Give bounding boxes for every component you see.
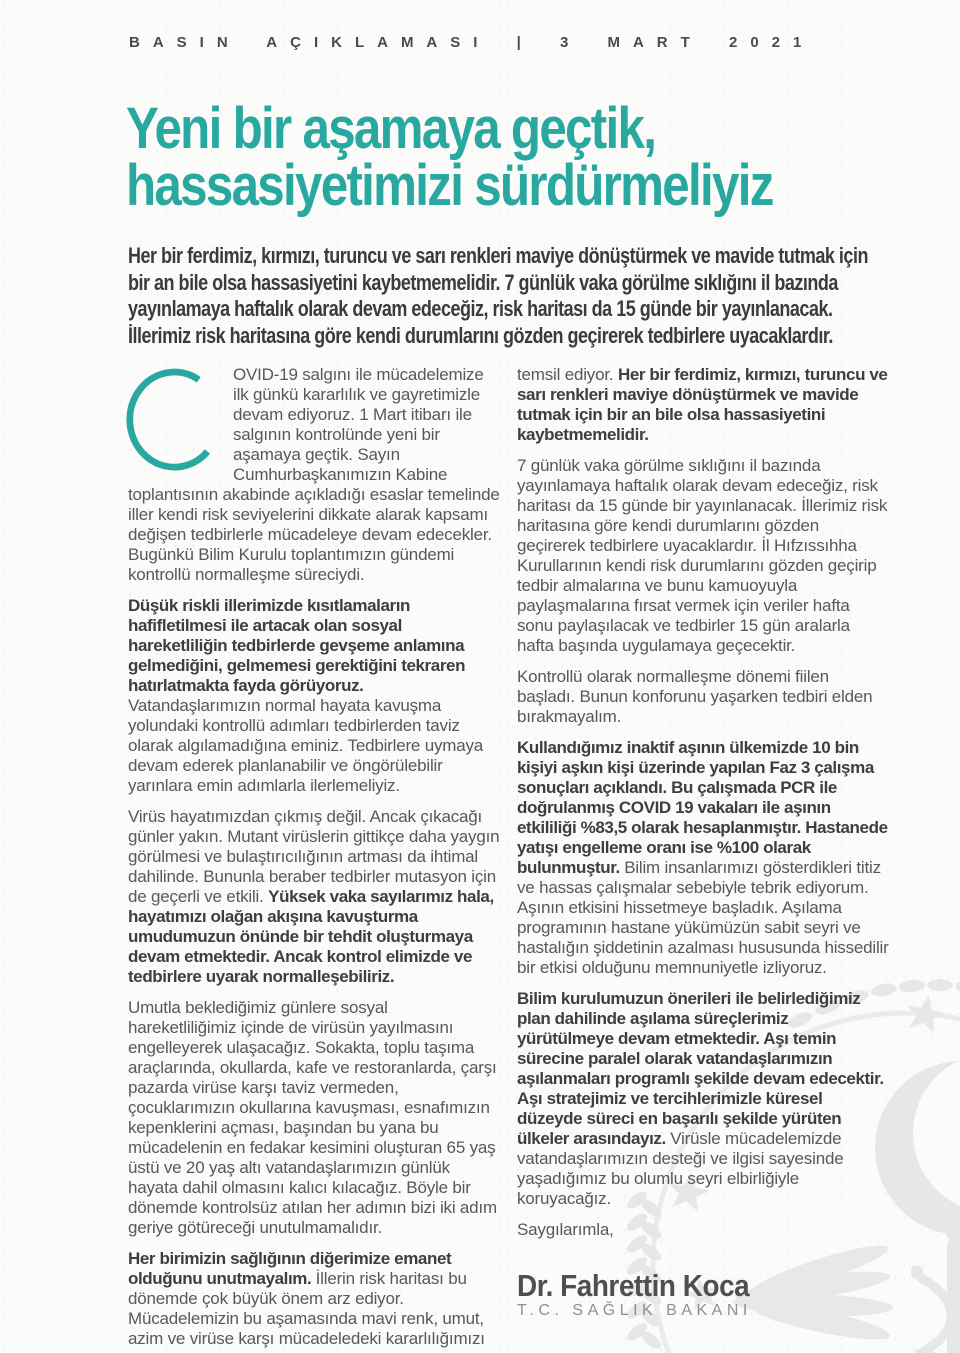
- left-column: [128, 365, 505, 1353]
- signature-name: Dr. Fahrettin Koca: [517, 1268, 750, 1303]
- signature-title: T.C. SAĞLIK BAKANI: [517, 1302, 752, 1319]
- body-paragraph: [517, 456, 892, 656]
- body-paragraph: [517, 989, 889, 1209]
- text-segment: Umutla beklediğimiz günlere sosyal hareketliliğimiz içinde de virüsün yayılmasını engelleyerek ulaşacağız. Sokakta, toplu taşıma araçlarında, okullarda, kafe ve restoranlarda, çarşı pazarda virüse karşı taviz vermeden, çocuklarımızın okullarına kavuşması, esnafımızın kepenklerini açması, başından bu yana bu mücadelenin en fedakar kesimini oluşturan 65 yaş üstü ve 20 yaş altı vatandaşlarımızın günlük hayata dahil olmasını kalıcı kılacağız. Böyle bir dönemde kontrolsüz atılan her adımın bizi iki adım geriye götüreceği unutulmamalıdır.: [128, 998, 502, 1237]
- intro-paragraph: Her bir ferdimiz, kırmızı, turuncu ve sarı renkleri maviye dönüştürmek ve mavide tutmak için bir an bile olsa hassasiyetini kaybetmemelidir. 7 günlük vaka görülme sıklığını il bazında yayınlamaya haftalık olarak devam edeceğiz, risk haritası da 15 günde bir yayınlanacak. İllerimiz risk haritasına göre kendi durumlarını gözden geçirerek tedbirlere uyacaklardır.: [128, 243, 868, 348]
- text-segment: Virüsle mücadelemizde vatandaşlarımızın desteği ve ilgisi sayesinde yaşadığımız bu olumlu seyri elbirliğiyle koruyacağız.: [517, 1129, 848, 1208]
- bold-text-segment: Kullandığımız inaktif aşının ülkemizde 10 bin kişiyi aşkın kişi üzerinde yapılan Faz 3 çalışma sonuçları açıklandı. Bu çalışmada PCR ile doğrulanmış COVID 19 vakaları ile aşının etkililiği %83,5 olarak hesaplanmıştır. Hastanede yatışı engelleme oranı ise %100 olarak bulunmuştur.: [517, 738, 892, 877]
- text-segment: 7 günlük vaka görülme sıklığını il bazında yayınlamaya haftalık olarak devam edeceğiz, risk haritası da 15 günde bir yayınlanacak. İllerimiz risk haritasına göre kendi durumlarını gözden geçirerek tedbirlere uyacaklardır. İl Hıfzıssıhha Kurullarının kendi risk durumlarını gözden geçirip tedbir almalarına ve bunu kamuoyuyla paylaşmalarına fırsat vermek için veriler hafta sonu paylaşılacak ve tedbirler 15 gün aralarla hafta başında uygulamaya geçecektir.: [517, 456, 892, 655]
- bold-text-segment: Yüksek vaka sayılarımız hala, hayatımızı olağan akışına kavuşturma umudumuzun önünde bir tehdit oluşturmaya devam etmektedir. Ancak kontrol elimizde ve tedbirlere uyarak normalleşebiliriz.: [128, 887, 499, 986]
- body-paragraph: [517, 667, 889, 727]
- right-column-paragraphs: [517, 365, 894, 1240]
- text-segment: OVID-19 salgını ile mücadelemize ilk günkü kararlılık ve gayretimizle devam ediyoruz. 1 Mart itibarı ile salgının kontrolünde yeni bir aşamaya geçtik. Sayın Cumhurbaşkanımızın Kabine toplantısının akabinde açıkladığı esaslar temelinde iller kendi risk seviyelerini dikkate alarak kapsamı değişen tedbirlerle mücadeleye devam edecekler. Bugünkü Bilim Kurulu toplantımızın gündemi kontrollü normalleşme süreciydi.: [128, 365, 505, 584]
- text-segment: temsil ediyor.: [517, 365, 618, 384]
- body-paragraph: [128, 365, 505, 585]
- signature-block: [517, 1268, 889, 1321]
- headline-line-1: Yeni bir aşamaya geçtik,: [126, 96, 656, 161]
- body-paragraph: [128, 1249, 500, 1349]
- body-paragraph: [517, 365, 892, 445]
- body-paragraph: [517, 738, 894, 978]
- bold-text-segment: Düşük riskli illerimizde kısıtlamaların hafifletilmesi ile artacak olan sosyal hareketliliğin tedbirlerde gevşeme anlamına gelmediğini, gelmemesi gerektiğini tekraren hatırlatmakta fayda görüyoruz.: [128, 596, 470, 695]
- right-column: [517, 365, 894, 1321]
- body-paragraph: [128, 998, 500, 1238]
- press-release-kicker: BASIN AÇIKLAMASI | 3 MART 2021: [129, 34, 815, 51]
- body-paragraph: [128, 596, 500, 796]
- bold-text-segment: Her birimizin sağlığının diğerimize emanet olduğunu unutmayalım.: [128, 1249, 456, 1288]
- headline-line-2: hassasiyetimizi sürdürmeliyiz: [126, 153, 773, 218]
- text-segment: Saygılarımla,: [517, 1220, 614, 1239]
- text-segment: Virüs hayatımızdan çıkmış değil. Ancak çıkacağı günler yakın. Mutant virüslerin gittikçe daha yaygın görülmesi ve bulaştırıcılığının artması da ihtimal dahilinde. Bununla beraber tedbirler mutasyon için de geçerli ve etkili.: [128, 807, 504, 906]
- body-paragraph: [517, 1220, 889, 1240]
- text-segment: İllerin risk haritası bu dönemde çok büyük önem arz ediyor. Mücadelemizin bu aşamasında mavi renk, umut, azim ve virüse karşı mücadeledeki kararlılığımızı: [128, 1269, 489, 1348]
- text-segment: Vatandaşlarımızın normal hayata kavuşma yolundaki kontrollü adımları tedbirlerden taviz olarak algılamadığına eminiz. Tedbirlere uymaya devam ederek planlanabilir ve öngörülebilir yarınlara emin adımlarla ilerlemeliyiz.: [128, 696, 488, 795]
- page-title: [126, 96, 891, 218]
- text-segment: Bilim insanlarımızı gösterdikleri titiz ve hassas çalışmalar sebebiyle tebrik ediyorum. Aşının etkisini hissetmeye başladık. Aşılama programının hastane yükümüzün sabit seyri ve hastalığın şiddetinin azalması hususunda hissedilir bir etkisi olduğunu memnuniyetle izliyoruz.: [517, 858, 894, 977]
- bold-text-segment: Bilim kurulumuzun önerileri ile belirlediğimiz plan dahilinde aşılama süreçlerimiz yürütülmeye devam etmektedir. Aşı temin sürecine paralel olarak vatandaşlarımızın aşılanmaları programlı şekilde devam edecektir. Aşı stratejimiz ve tercihlerimizle küresel düzeyde süreci en başarılı şekilde yürüten ülkeler arasındayız.: [517, 989, 888, 1148]
- text-segment: Kontrollü olarak normalleşme dönemi fiilen başladı. Bunun konforunu yaşarken tedbiri elden bırakmayalım.: [517, 667, 877, 726]
- bold-text-segment: Her bir ferdimiz, kırmızı, turuncu ve sarı renkleri maviye dönüştürmek ve mavide tutmak için bir an bile olsa hassasiyetini kaybetmemelidir.: [517, 365, 892, 444]
- drop-cap: [126, 368, 223, 471]
- body-paragraph: [128, 807, 504, 987]
